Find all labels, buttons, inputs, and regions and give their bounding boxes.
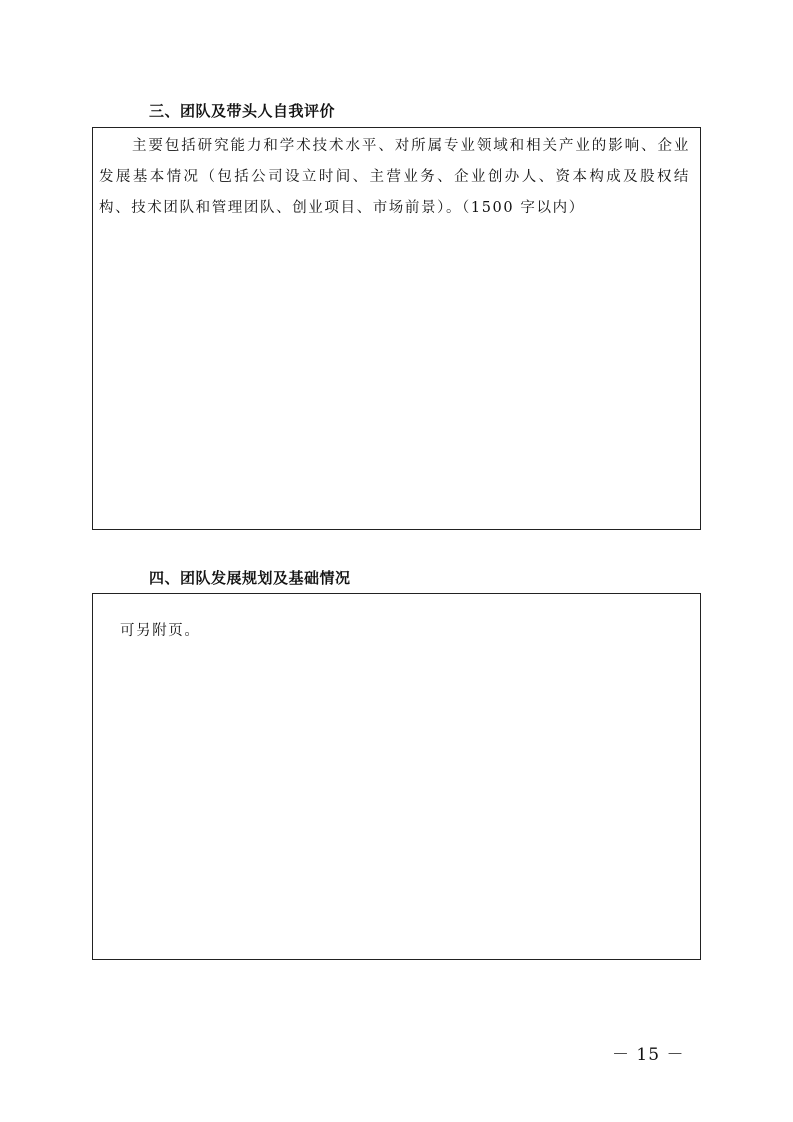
page-number: － 15 －	[612, 1045, 685, 1065]
team-self-evaluation-instructions: 主要包括研究能力和学术技术水平、对所属专业领域和相关产业的影响、企业发展基本情况（包括公司设立时间、主营业务、企业创办人、资本构成及股权结构、技术团队和管理团队、创业项目、市场前景）。（1500 字以内）	[99, 138, 690, 216]
team-self-evaluation-box[interactable]	[92, 127, 701, 530]
development-plan-note: 可另附页。	[120, 623, 201, 639]
section-heading-development-plan: 四、团队发展规划及基础情况	[149, 569, 351, 587]
section-heading-team-self-evaluation: 三、团队及带头人自我评价	[149, 102, 336, 120]
development-plan-box[interactable]	[92, 593, 701, 960]
